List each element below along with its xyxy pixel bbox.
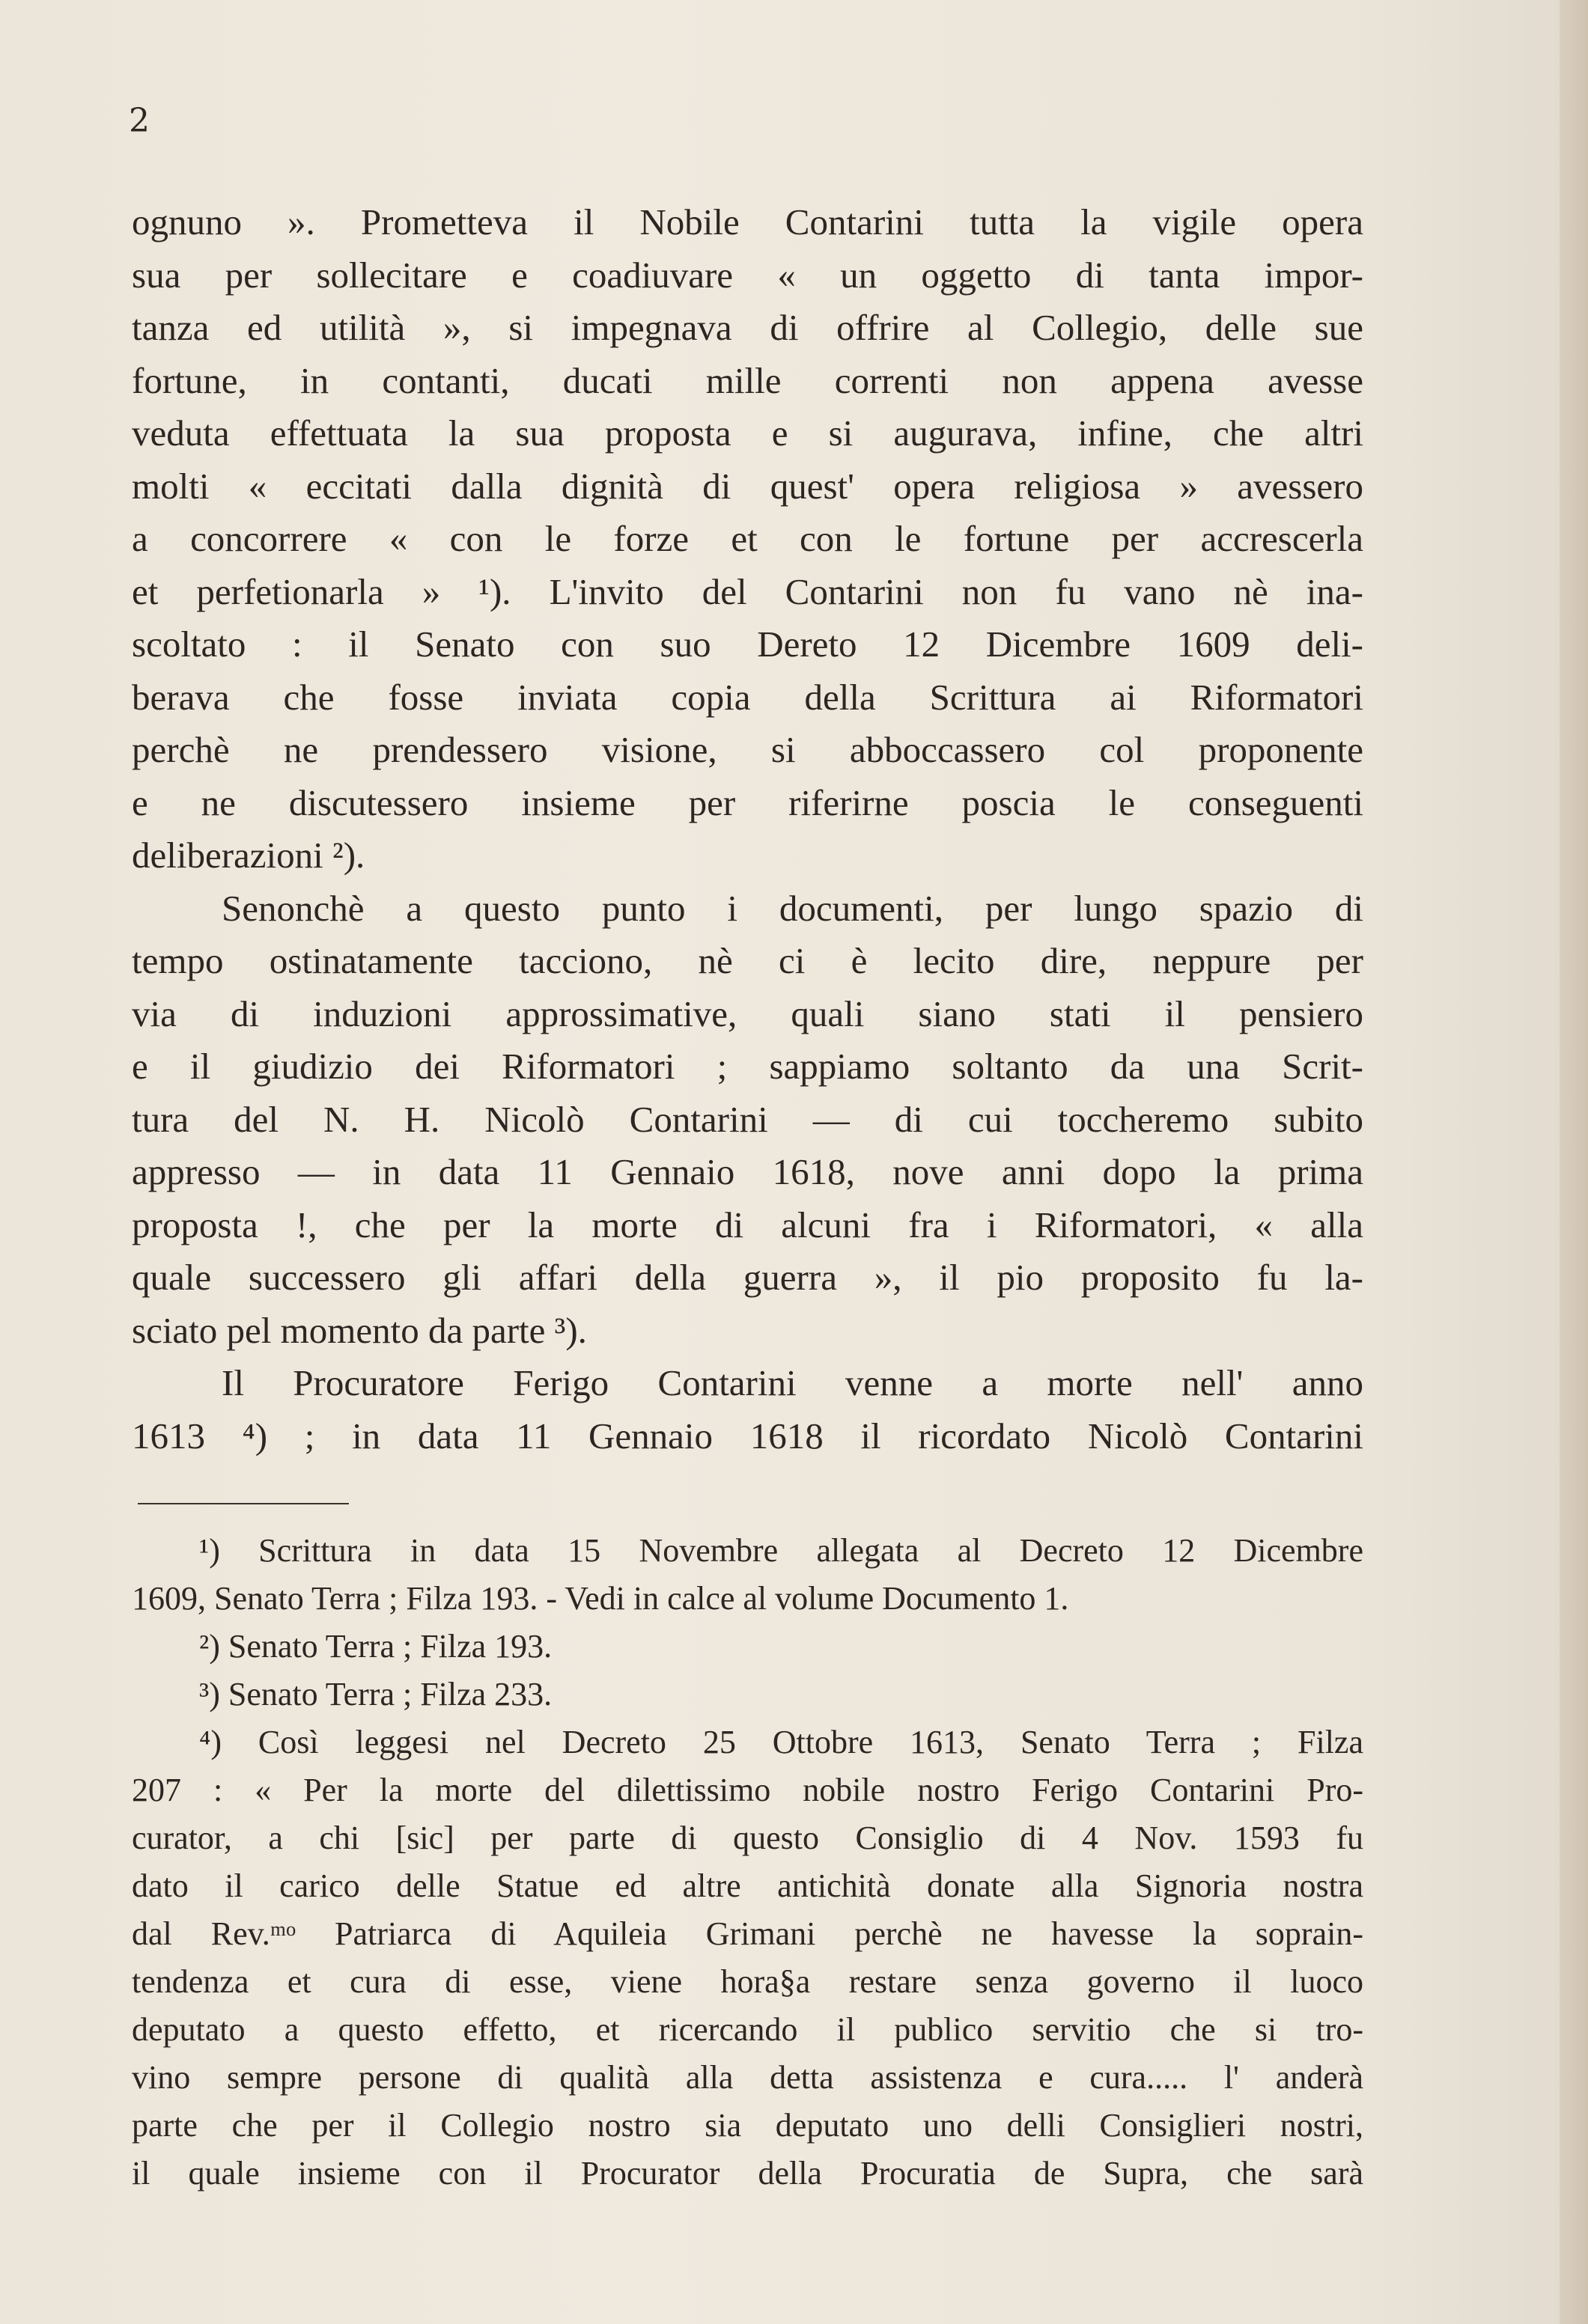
footnote-line: dal Rev.ᵐᵒ Patriarca di Aquileia Grimani perchè ne havesse la soprain- <box>132 1915 1363 1952</box>
body-line: ognuno ». Prometteva il Nobile Contarini tutta la vigile opera <box>132 201 1363 243</box>
body-line: e ne discutessero insieme per riferirne poscia le conseguenti <box>132 781 1363 823</box>
footnote-line: dato il carico delle Statue ed altre antichità donate alla Signoria nostra <box>132 1867 1363 1904</box>
footnote-line: deputato a questo effetto, et ricercando il publico servitio che si tro- <box>132 2011 1363 2048</box>
body-line: 1613 ⁴) ; in data 11 Gennaio 1618 il ricordato Nicolò Contarini <box>132 1415 1363 1457</box>
body-line: appresso — in data 11 Gennaio 1618, nove anni dopo la prima <box>132 1151 1363 1192</box>
body-line: veduta effettuata la sua proposta e si augurava, infine, che altri <box>132 412 1363 454</box>
footnote-line: parte che per il Collegio nostro sia deputato uno delli Consiglieri nostri, <box>132 2107 1363 2144</box>
footnote-line: ⁴) Così leggesi nel Decreto 25 Ottobre 1613, Senato Terra ; Filza <box>199 1724 1363 1760</box>
body-line: berava che fosse inviata copia della Scrittura ai Riformatori <box>132 676 1363 718</box>
body-line: proposta !, che per la morte di alcuni fra i Riformatori, « alla <box>132 1204 1363 1245</box>
footnote-line: curator, a chi [sic] per parte di questo Consiglio di 4 Nov. 1593 fu <box>132 1820 1363 1856</box>
body-line: Il Procuratore Ferigo Contarini venne a morte nell' anno <box>222 1362 1363 1403</box>
body-text <box>132 196 1363 1463</box>
body-line: a concorrere « con le forze et con le fortune per accrescerla <box>132 518 1363 559</box>
footnote-line: ²) Senato Terra ; Filza 193. <box>199 1628 553 1665</box>
footnote-line: ¹) Scrittura in data 15 Novembre allegata al Decreto 12 Dicembre <box>199 1532 1363 1569</box>
footnote-line: ³) Senato Terra ; Filza 233. <box>199 1676 553 1712</box>
footnote-line: il quale insieme con il Procurator della Procuratia de Supra, che sarà <box>132 2155 1363 2192</box>
body-line: Senonchè a questo punto i documenti, per lungo spazio di <box>222 887 1363 929</box>
body-line: molti « eccitati dalla dignità di quest' opera religiosa » avessero <box>132 465 1363 507</box>
page-number: 2 <box>129 102 150 140</box>
body-line: scoltato : il Senato con suo Dereto 12 Dicembre 1609 deli- <box>132 623 1363 665</box>
body-line: fortune, in contanti, ducati mille correnti non appena avesse <box>132 359 1363 401</box>
body-line: sciato pel momento da parte ³). <box>132 1309 587 1351</box>
body-line: tempo ostinatamente tacciono, nè ci è lecito dire, neppure per <box>132 940 1363 981</box>
body-line: via di induzioni approssimative, quali siano stati il pensiero <box>132 992 1363 1034</box>
body-line: tura del N. H. Nicolò Contarini — di cui toccheremo subito <box>132 1098 1363 1140</box>
body-line: perchè ne prendessero visione, si abboccassero col proponente <box>132 729 1363 770</box>
body-line: sua per sollecitare e coadiuvare « un oggetto di tanta impor- <box>132 254 1363 296</box>
footnote-line: 1609, Senato Terra ; Filza 193. - Vedi in calce al volume Documento 1. <box>132 1580 1069 1617</box>
footnote-line: vino sempre persone di qualità alla detta assistenza e cura..... l' anderà <box>132 2059 1363 2096</box>
body-line: deliberazioni ²). <box>132 835 365 876</box>
body-line: tanza ed utilità », si impegnava di offrire al Collegio, delle sue <box>132 307 1363 348</box>
footnote-line: 207 : « Per la morte del dilettissimo nobile nostro Ferigo Contarini Pro- <box>132 1772 1363 1808</box>
body-line: et perfetionarla » ¹). L'invito del Contarini non fu vano nè ina- <box>132 570 1363 612</box>
footnotes <box>132 1527 1363 2198</box>
body-line: quale successero gli affari della guerra », il pio proposito fu la- <box>132 1257 1363 1298</box>
page-edge <box>1560 0 1588 2324</box>
footnote-rule <box>138 1503 349 1504</box>
body-line: e il giudizio dei Riformatori ; sappiamo soltanto da una Scrit- <box>132 1046 1363 1087</box>
footnote-line: tendenza et cura di esse, viene hora§a restare senza governo il luoco <box>132 1963 1363 2000</box>
